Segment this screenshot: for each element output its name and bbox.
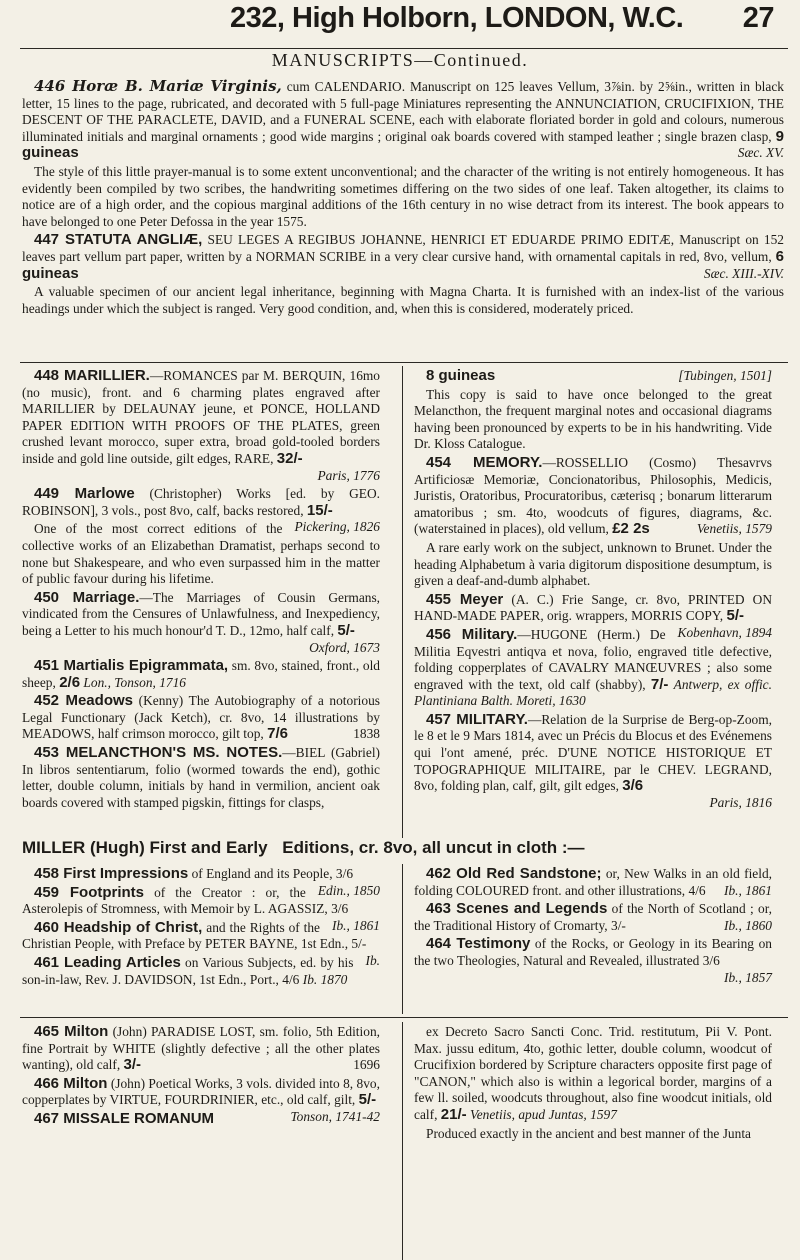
entry-price: 3/- — [123, 1056, 142, 1074]
entry-body: on Various Subjects, ed. by his son-in-law, Rev. J. DAVIDSON, 1st Edn., Port., — [22, 954, 354, 987]
header-rule — [20, 48, 788, 49]
entry-lead: 448 MARILLIER. — [34, 367, 150, 384]
entry-ref: Tonson, 1741-42 — [290, 1108, 380, 1124]
entry-ref: Paris, 1776 — [317, 467, 380, 483]
entry-lead: 451 Martialis Epigrammata, — [34, 657, 229, 675]
entry-ref: Ib. 1870 — [302, 971, 348, 987]
entry-ref: Ib., 1861 — [332, 917, 380, 933]
entry-price: 6 guineas — [22, 247, 784, 282]
entry-ref: 1696 — [353, 1057, 380, 1073]
entry-body: (Kenny) The Autobiography of a notorious Legal Functionary (Jack Ketch), cr. 8vo, 14 illustrations by MEADOWS, half crimson morocco, gilt top, — [22, 693, 380, 742]
entry-453 — [22, 745, 380, 811]
entry-467-continued — [414, 1024, 772, 1124]
entry-price: 2/6 — [59, 673, 81, 691]
column-rule-middle — [402, 864, 403, 1014]
entry-ref: Sæc. XIII.-XIV. — [703, 265, 784, 281]
right-column-miller — [414, 866, 772, 986]
entry-body: (A. C.) Frie Sange, cr. 8vo, PRINTED ON HAND-MADE PAPER, orig. wrappers, MORRIS COPY, — [414, 591, 772, 624]
entry-price: 5/- — [351, 936, 367, 952]
entry-note: This copy is said to have once belonged to the great Melancthon, the frequent marginal notes and occasional diagrams having been pronounced by experts to be in his handwriting. Vide Dr. Kloss Catalogue. — [414, 386, 772, 452]
entry-ref: Kobenhavn, 1894 — [677, 624, 772, 640]
entry-note: The style of this little prayer-manual is to some extent unconventional; and the character of the writing is not entirely homogeneous. It has evidently been compiled by two scribes, the handwriting sometimes differing on the two sides of one leaf. Taken altogether, its claims to notice are of a high order, and the copious marginal additions of the 16th century in no wise detract from its interest. The book appears to have belonged to one Peter Defossa in the year 1575. — [22, 163, 784, 229]
entry-body: —The Marriages of Cousin Germans, vindicated from the Censures of Unlawfulness, and Inexpediency, being a Letter to his much honour'd T. D., 12mo, half calf, — [22, 589, 381, 638]
entry-ref: Ib., 1860 — [724, 917, 772, 933]
entry-price: 8 guineas — [426, 367, 496, 384]
entry-price: 32/- — [276, 449, 303, 467]
entry-lead: 464 Testimony — [426, 935, 531, 953]
entry-lead: 449 Marlowe — [34, 485, 135, 503]
entry-price: 4/6 — [688, 882, 706, 898]
section-title: MANUSCRIPTS—Continued. — [271, 50, 529, 70]
entry-ref: Venetiis, 1579 — [696, 521, 772, 537]
entry-body: of the Creator : or, the Asterolepis of Stromness, with Memoir by L. AGASSIZ, — [22, 884, 328, 917]
entry-price: 7/- — [650, 675, 669, 693]
entry-body: —BIEL (Gabriel) In libros sententiarum, folio (wormed towards the end), gothic letter, double column, initials by hand in vermilion, ancient oak boards covered with stamped pigskin, fittings for clasps, — [22, 745, 381, 810]
entry-body: (John) Poetical Works, 3 vols. divided into 8, 8vo, copperplates by VIRTUE, FOURDRINIER, etc., old calf, gilt, — [22, 1075, 380, 1108]
entry-ref: Antwerp, ex offic. Plantiniana Balth. Moreti, 1630 — [414, 676, 772, 709]
entry-price: 15/- — [306, 501, 333, 519]
entry-462 — [414, 866, 772, 899]
entry-body: —Relation de la Surprise de Berg-op-Zoom, le 8 et le 9 Mars 1814, avec un Précis du Blocus et des Evénemens qui l'ont amené, préc. D'UNE NOTICE HISTORIQUE ET TOPOGRAPHIQUE MILITAIRE, par le CHEV. LEGRAND, 8vo, folding plan, calf, gilt, gilt edges, — [414, 711, 772, 794]
entry-body: —ROSSELLIO (Cosmo) Thesavrvs Artificiosæ Memoriæ, Concionatoribus, Philosophis, Medicis, Juristis, Oratoribus, Procuratoribus, cæterisq ; bonarum litterarum amatoribus ; sm. 4to, woodcuts of figures, diagrams, &c. (waterstained in places), old vellum, — [414, 454, 772, 537]
entry-lead: 459 Footprints — [34, 883, 145, 901]
entry-lead: 460 Headship of Christ, — [34, 918, 203, 936]
entry-price: 5/- — [726, 607, 745, 625]
entry-ref: Sæc. XV. — [737, 145, 784, 161]
entry-price: £2 2s — [612, 520, 650, 538]
entry-ref: Edin., 1850 — [317, 882, 380, 898]
page-number: 27 — [742, 2, 774, 34]
entry-463 — [414, 901, 772, 934]
right-column-top — [414, 368, 772, 813]
miller-heading-subtitle: Editions, cr. 8vo, all uncut in cloth :— — [282, 838, 585, 857]
entry-454 — [414, 455, 772, 538]
entry-lead: 450 Marriage. — [34, 588, 140, 606]
miller-heading-name: MILLER (Hugh) First and Early — [22, 838, 268, 857]
entry-lead: 455 Meyer — [426, 590, 504, 608]
entry-lead: 456 Military. — [426, 625, 518, 643]
entry-ref: Oxford, 1673 — [309, 639, 380, 655]
entry-price: 3/6 — [335, 866, 354, 881]
entry-lead: 466 Milton — [34, 1074, 108, 1092]
entry-price: 3/6 — [622, 777, 644, 795]
entry-lead: 458 First Impressions — [34, 865, 189, 882]
entry-body: (John) PARADISE LOST, sm. folio, 5th Edition, fine Portrait by WHITE (slightly defective ; all the other plates wanting), old calf, — [22, 1024, 380, 1073]
entry-price: 4/6 — [282, 971, 300, 987]
entry-body: (Christopher) Works [ed. by GEO. ROBINSON], 3 vols., post 8vo, calf, backs restored, — [22, 486, 381, 518]
left-column-bottom — [22, 1024, 380, 1130]
entry-body: SEU LEGES A REGIBUS JOHANNE, HENRICI ET EDUARDE PRIMO EDITÆ, Manuscript on 152 leaves part vellum part paper, written by a NORMAN SCRIBE in a very clear cursive hand, with ornamental capitals in red, 8vo, vellum, — [22, 232, 784, 264]
entry-note: Produced exactly in the ancient and best manner of the Junta — [426, 1125, 751, 1141]
entry-body: of the Rocks, or Geology in its Bearing on the two Theologies, Natural and Revealed, illustrated — [414, 936, 772, 968]
entry-446 — [22, 78, 784, 162]
miller-heading — [22, 840, 784, 857]
entry-body: ex Decreto Sacro Sancti Conc. Trid. restitutum, Pii V. Pont. Max. jussu editum, 4to, gothic letter, double column, woodcut of Crucifixion bordered by Scripture characters opposite first page of "CANON," which also is within a legorical border, margins of a few ll. soiled, woodcuts throughout, also fine woodcut initials, old calf, — [414, 1024, 772, 1122]
entry-price: 3/6 — [702, 952, 720, 968]
column-rule-top — [402, 366, 403, 838]
entry-453-continued — [414, 368, 772, 385]
entry-body: of the North of Scotland ; or, the Traditional History of Cromarty, — [414, 901, 772, 933]
entry-price: 3/- — [611, 917, 626, 933]
header-address: 232, High Holborn, LONDON, W.C. — [230, 2, 684, 34]
column-rule-bottom — [402, 1022, 403, 1260]
entry-lead: 467 MISSALE ROMANUM — [34, 1109, 215, 1127]
entry-body: sm. 8vo, stained, front., old sheep, — [22, 658, 380, 690]
left-column-miller — [22, 866, 380, 990]
entry-ref: [Tubingen, 1501] — [678, 368, 772, 383]
left-column-top — [22, 368, 380, 813]
entry-lead: 452 Meadows — [34, 692, 133, 710]
section-rule-bottom — [20, 1017, 788, 1018]
entry-note: One of the most correct editions of the collective works of an Elizabethan Dramatist, perhaps second to none but Shakespeare, and who even surpassed him in the matter of public favour during his lifetime. — [22, 521, 380, 587]
entry-461 — [22, 952, 380, 988]
entry-447 — [22, 232, 784, 282]
entry-body: —ROMANCES par M. BERQUIN, 16mo (no music), front. and 6 charming plates engraved after MARILLIER by DELAUNAY jeune, et PONCE, HOLLAND PAPER EDITION WITH PROOFS OF THE PLATES, green crushed levant morocco, super extra, broad gold-tooled borders inside and gold line outside, gilt edges, RARE, — [22, 368, 380, 466]
entry-note: A valuable specimen of our ancient legal inheritance, beginning with Magna Charta. It is furnished with an index-list of the various headings under which the subject is ranged. Very good condition, and, when this is considered, moderately priced. — [22, 284, 784, 316]
entry-ref: 1838 — [353, 726, 380, 742]
page-header — [20, 2, 780, 48]
entry-ref: Pickering, 1826 — [294, 519, 380, 535]
entry-451 — [22, 658, 380, 691]
entry-lead: 462 Old Red Sandstone; — [426, 865, 602, 882]
entry-body: of England and its People, — [191, 866, 333, 881]
entry-lead: 465 Milton — [34, 1023, 109, 1040]
entry-ref: Venetiis, apud Juntas, 1597 — [470, 1106, 617, 1122]
entry-ref: Ib., 1861 — [724, 882, 772, 898]
entry-457 — [414, 712, 772, 812]
entry-price: 21/- — [440, 1105, 467, 1123]
entry-price: 5/- — [337, 621, 355, 639]
entry-lead: 447 STATUTA ANGLIÆ, — [34, 231, 203, 249]
entry-body: and the Rights of the Christian People, with Preface by PETER BAYNE, 1st Edn., — [22, 919, 349, 952]
entry-price: 9 guineas — [22, 127, 784, 162]
entry-ref: Lon., Tonson, 1716 — [83, 674, 186, 690]
entry-lead: 457 MILITARY. — [426, 710, 528, 728]
entry-body: or, New Walks in an old field, folding COLOURED front. and other illustrations, — [414, 866, 772, 898]
entry-price: 7/6 — [267, 725, 288, 743]
entry-lead: 461 Leading Articles — [34, 953, 181, 971]
entry-lead: 453 MELANCTHON'S MS. NOTES. — [34, 744, 283, 762]
entry-lead: 454 MEMORY. — [426, 453, 543, 471]
entry-body: cum CALENDARIO. Manuscript on 125 leaves Vellum, 3⅞in. by 2⅝in., written in black letter, 15 lines to the page, rubricated, and decorated with 5 full-page Miniatures representing the ANNUNCIATION, CRUCIFIXION, THE DESCENT OF THE PARACLETE, DAVID, and a FUNERAL SCENE, each with elaborate floriated border in gold and colours, numerous illuminated initials and marginal ornaments ; good wide margins ; original oak boards covered with stamped leather ; single brazen clasp, — [22, 79, 784, 144]
full-width-entries — [22, 78, 784, 319]
entry-464 — [414, 935, 772, 985]
entry-body: —HUGONE (Herm.) De Militia Eqvestri antiqva et nova, folio, engraved title defective, folding copperplates of CAVALRY MANŒUVRES ; also some engraved with the text, old calf (shabby), — [414, 626, 772, 692]
entry-price: 5/- — [358, 1091, 377, 1109]
right-column-bottom — [414, 1024, 772, 1144]
entry-449 — [22, 485, 381, 535]
entry-452 — [22, 693, 380, 743]
entry-note: A rare early work on the subject, unknown to Brunet. Under the heading Alphabetum à varia digitorum dispositione desumptum, is given a deaf-and-dumb alphabet. — [414, 539, 772, 589]
entry-price: 3/6 — [331, 901, 349, 917]
entry-ref: Ib., 1857 — [724, 969, 772, 985]
entry-448 — [22, 368, 380, 484]
section-rule — [20, 362, 788, 363]
entry-ref: Paris, 1816 — [709, 794, 772, 810]
entry-465 — [22, 1024, 380, 1074]
entry-lead: 463 Scenes and Legends — [426, 900, 608, 918]
entry-450 — [22, 590, 380, 656]
entry-ref: Ib. — [365, 952, 380, 968]
entry-lead: 446 Horæ B. Mariæ Virginis, — [34, 77, 282, 95]
